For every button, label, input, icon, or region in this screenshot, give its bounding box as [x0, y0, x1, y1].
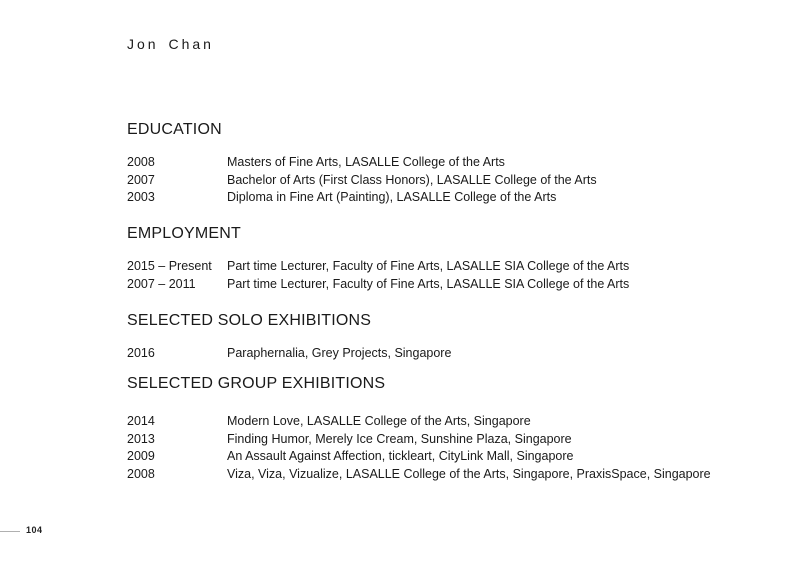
section-heading-group-exhibitions: SELECTED GROUP EXHIBITIONS: [127, 375, 386, 392]
solo-exhibition-rows: [127, 345, 780, 363]
entry-year: 2007: [127, 172, 155, 187]
entry-year: 2003: [127, 190, 155, 205]
entry-description: An Assault Against Affection, tickleart, CityLink Mall, Singapore: [227, 449, 574, 464]
entry-year: 2014: [127, 414, 155, 428]
entry-year: 2008: [127, 155, 155, 169]
section-heading-employment: EMPLOYMENT: [127, 225, 242, 242]
entry-description: Bachelor of Arts (First Class Honors), LASALLE College of the Arts: [227, 172, 597, 187]
section-heading-education: EDUCATION: [127, 121, 222, 138]
page-number: 104: [26, 525, 43, 535]
entry-description: Masters of Fine Arts, LASALLE College of the Arts: [227, 155, 505, 169]
entry-description: Finding Humor, Merely Ice Cream, Sunshine Plaza, Singapore: [227, 431, 572, 446]
entry-description: Part time Lecturer, Faculty of Fine Arts, LASALLE SIA College of the Arts: [227, 276, 630, 291]
group-exhibition-row: [127, 448, 780, 466]
entry-description: Viza, Viza, Vizualize, LASALLE College of the Arts, Singapore, PraxisSpace, Singapore: [227, 466, 711, 481]
entry-year: 2007 – 2011: [127, 276, 196, 291]
group-exhibition-row: [127, 413, 780, 431]
employment-rows: [127, 258, 780, 293]
employment-row: [127, 258, 780, 276]
education-rows: [127, 154, 780, 207]
entry-year: 2009: [127, 449, 155, 464]
entry-year: 2008: [127, 466, 155, 481]
person-name: Jon Chan: [127, 36, 214, 52]
education-row: [127, 172, 780, 190]
education-row: [127, 154, 780, 172]
entry-year: 2016: [127, 346, 155, 360]
group-exhibition-row: [127, 431, 780, 449]
entry-year: 2015 – Present: [127, 259, 212, 273]
solo-exhibition-row: [127, 345, 780, 363]
education-row: [127, 189, 780, 207]
section-heading-solo-exhibitions: SELECTED SOLO EXHIBITIONS: [127, 312, 372, 329]
entry-description: Diploma in Fine Art (Painting), LASALLE College of the Arts: [227, 190, 557, 205]
entry-description: Modern Love, LASALLE College of the Arts, Singapore: [227, 414, 531, 428]
group-exhibition-rows: [127, 413, 780, 483]
employment-row: [127, 276, 780, 294]
group-exhibition-row: [127, 466, 780, 484]
entry-year: 2013: [127, 431, 155, 446]
entry-description: Part time Lecturer, Faculty of Fine Arts, LASALLE SIA College of the Arts: [227, 259, 630, 273]
footer-rule-divider: [0, 531, 20, 532]
entry-description: Paraphernalia, Grey Projects, Singapore: [227, 346, 452, 360]
